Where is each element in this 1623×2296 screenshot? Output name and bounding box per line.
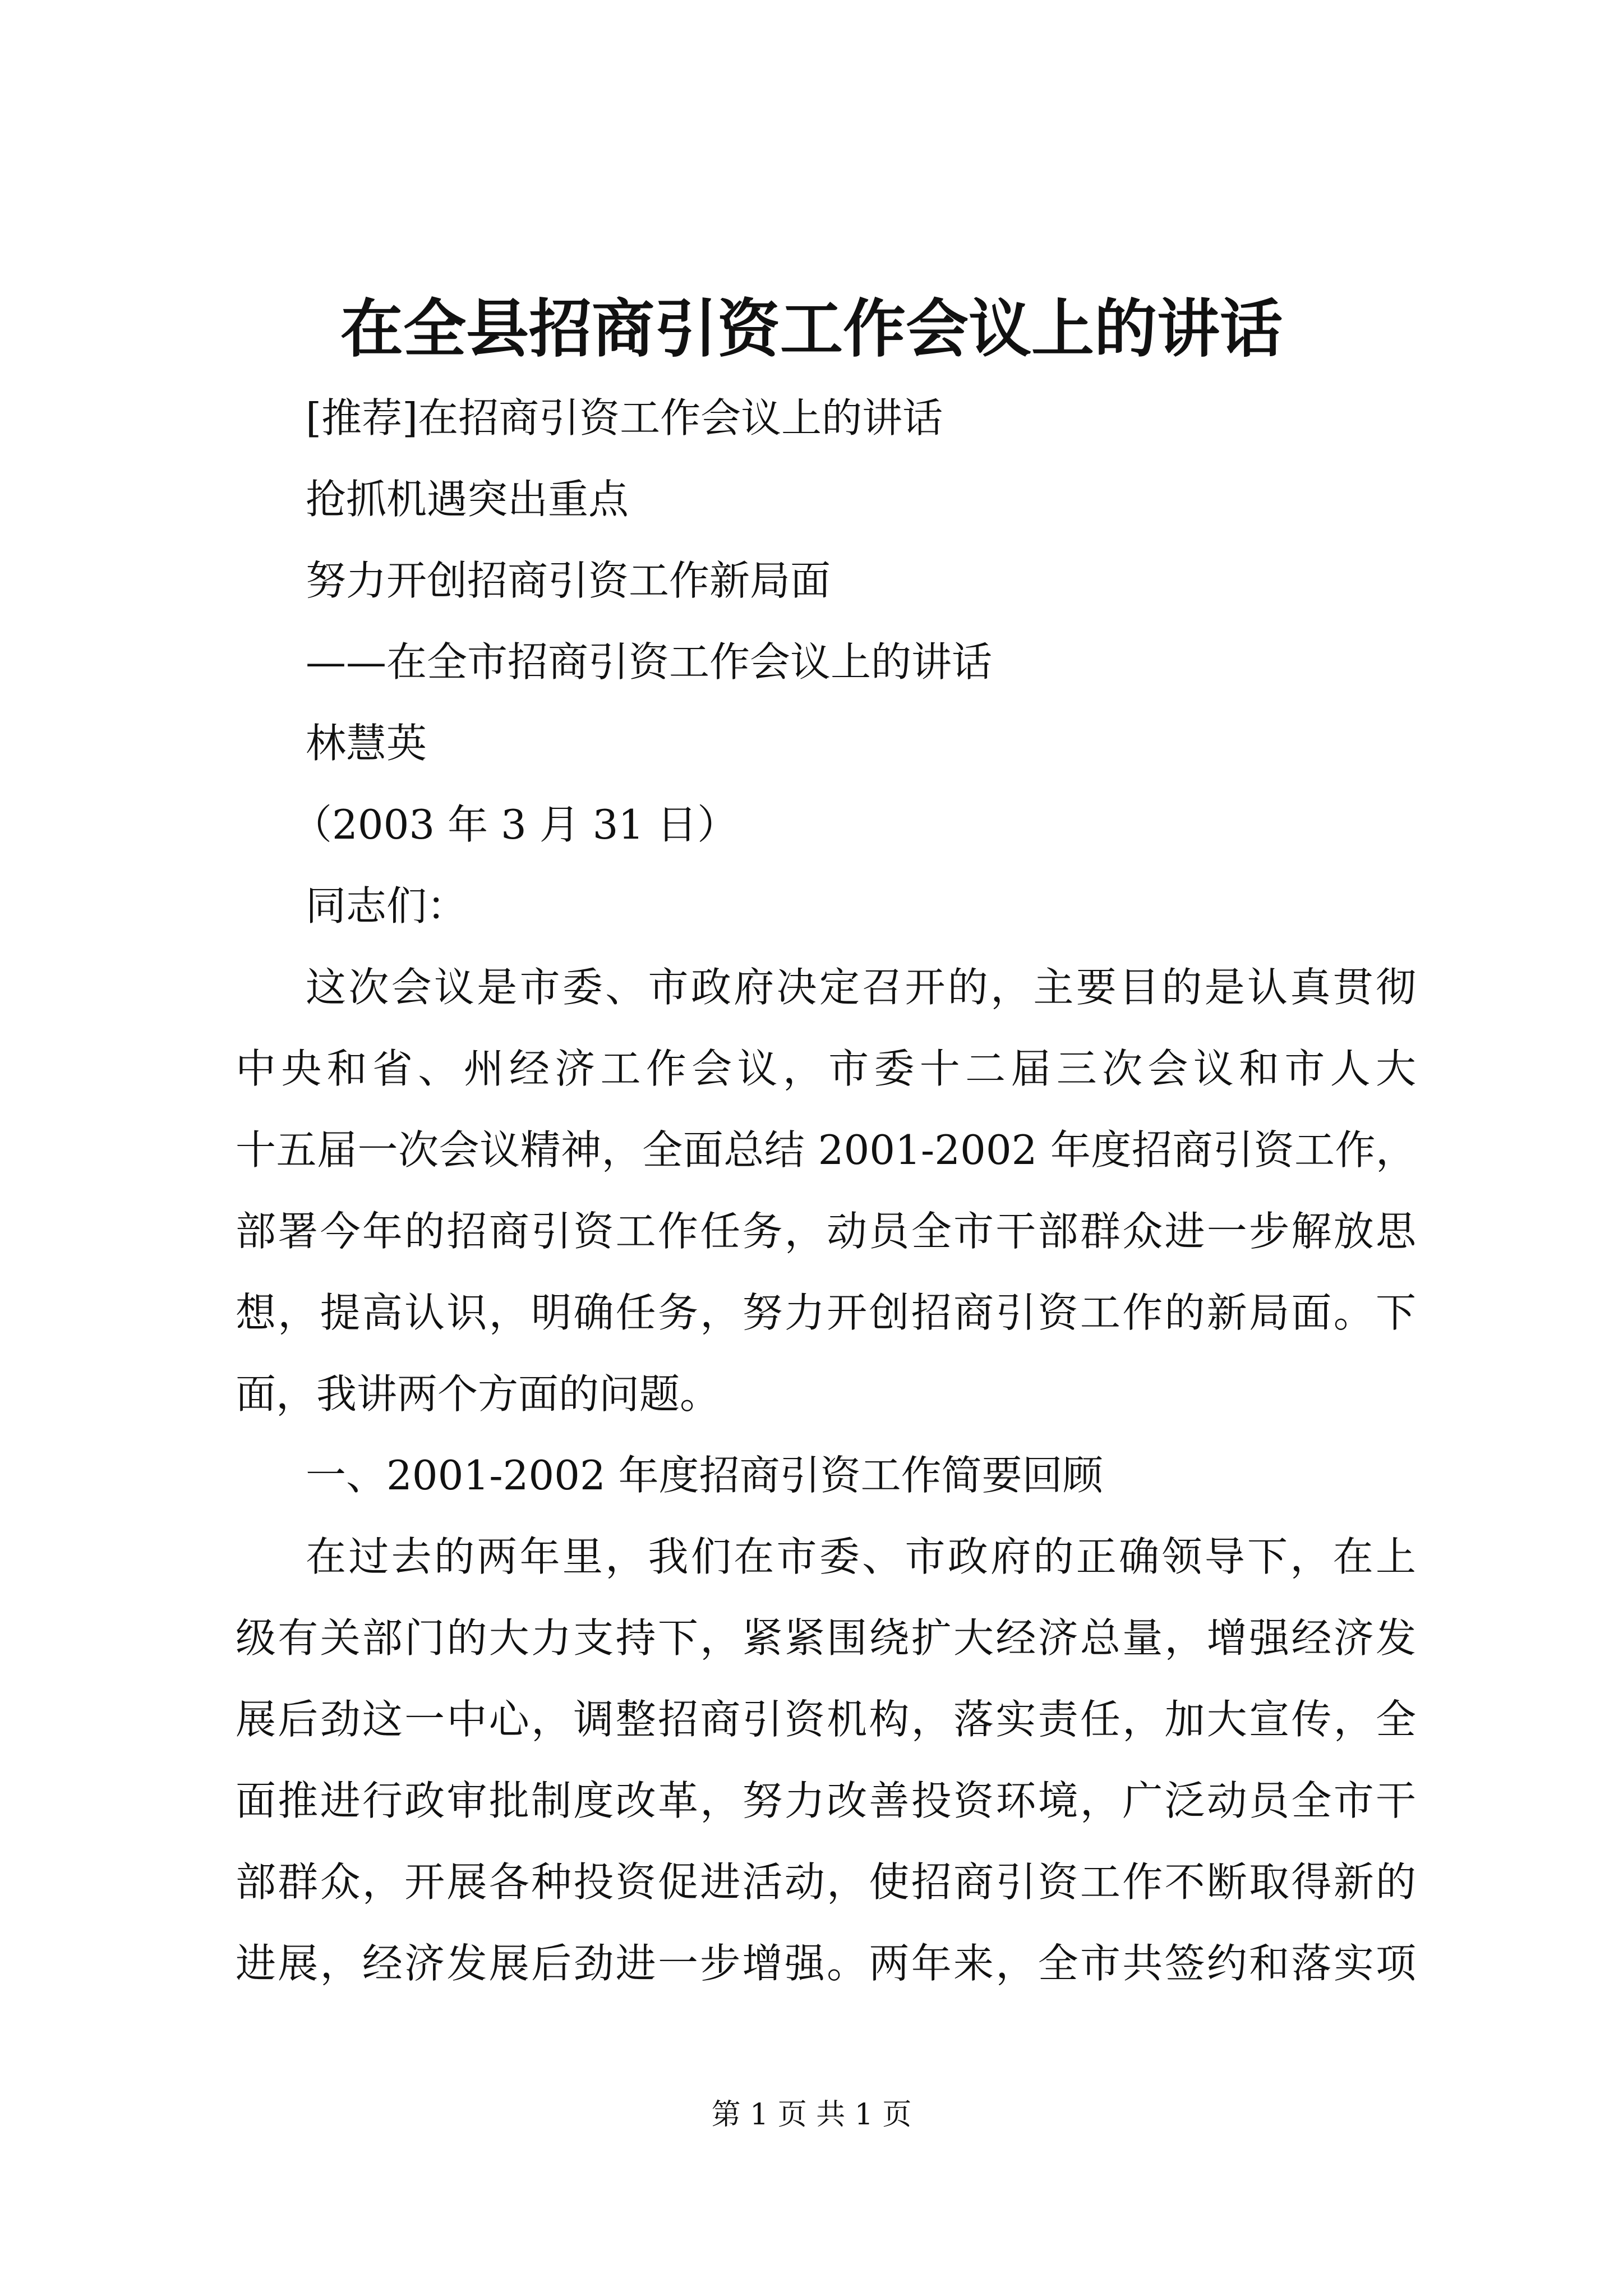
- speech-occasion: ——在全市招商引资工作会议上的讲话: [306, 638, 993, 685]
- paragraph-2-line: 部群众，开展各种投资促进活动，使招商引资工作不断取得新的: [236, 1858, 1416, 1906]
- paragraph-2-line: 级有关部门的大力支持下，紧紧围绕扩大经济总量，增强经济发: [236, 1614, 1416, 1662]
- speaker-name: 林慧英: [306, 720, 427, 767]
- recommend-line: [推荐]在招商引资工作会议上的讲话: [306, 394, 943, 441]
- paragraph-1-line: 中央和省、州经济工作会议，市委十二届三次会议和市人大: [236, 1045, 1416, 1092]
- paragraph-2-line: 进展，经济发展后劲进一步增强。两年来，全市共签约和落实项: [236, 1940, 1416, 1987]
- section-heading: 一、2001-2002 年度招商引资工作简要回顾: [306, 1452, 1103, 1499]
- paragraph-2-line: 面推进行政审批制度改革，努力改善投资环境，广泛动员全市干: [236, 1777, 1416, 1824]
- paragraph-1-line: 部署今年的招商引资工作任务，动员全市干部群众进一步解放思: [236, 1208, 1416, 1255]
- salutation: 同志们：: [306, 882, 468, 930]
- subtitle-line-2: 努力开创招商引资工作新局面: [306, 557, 831, 604]
- page-footer: 第 1 页 共 1 页: [711, 2098, 912, 2132]
- speech-date: （2003 年 3 月 31 日）: [292, 801, 738, 848]
- paragraph-2-line: 展后劲这一中心，调整招商引资机构，落实责任，加大宣传，全: [236, 1696, 1416, 1743]
- document-title: 在全县招商引资工作会议上的讲话: [340, 292, 1283, 366]
- paragraph-1-line: 面，我讲两个方面的问题。: [236, 1370, 721, 1418]
- paragraph-1-line: 这次会议是市委、市政府决定召开的，主要目的是认真贯彻: [306, 964, 1416, 1011]
- paragraph-1-line: 想，提高认识，明确任务，努力开创招商引资工作的新局面。下: [236, 1289, 1416, 1336]
- paragraph-1-line: 十五届一次会议精神，全面总结 2001-2002 年度招商引资工作，: [236, 1126, 1416, 1174]
- subtitle-line-1: 抢抓机遇突出重点: [306, 476, 629, 523]
- paragraph-2-line: 在过去的两年里，我们在市委、市政府的正确领导下，在上: [306, 1533, 1416, 1580]
